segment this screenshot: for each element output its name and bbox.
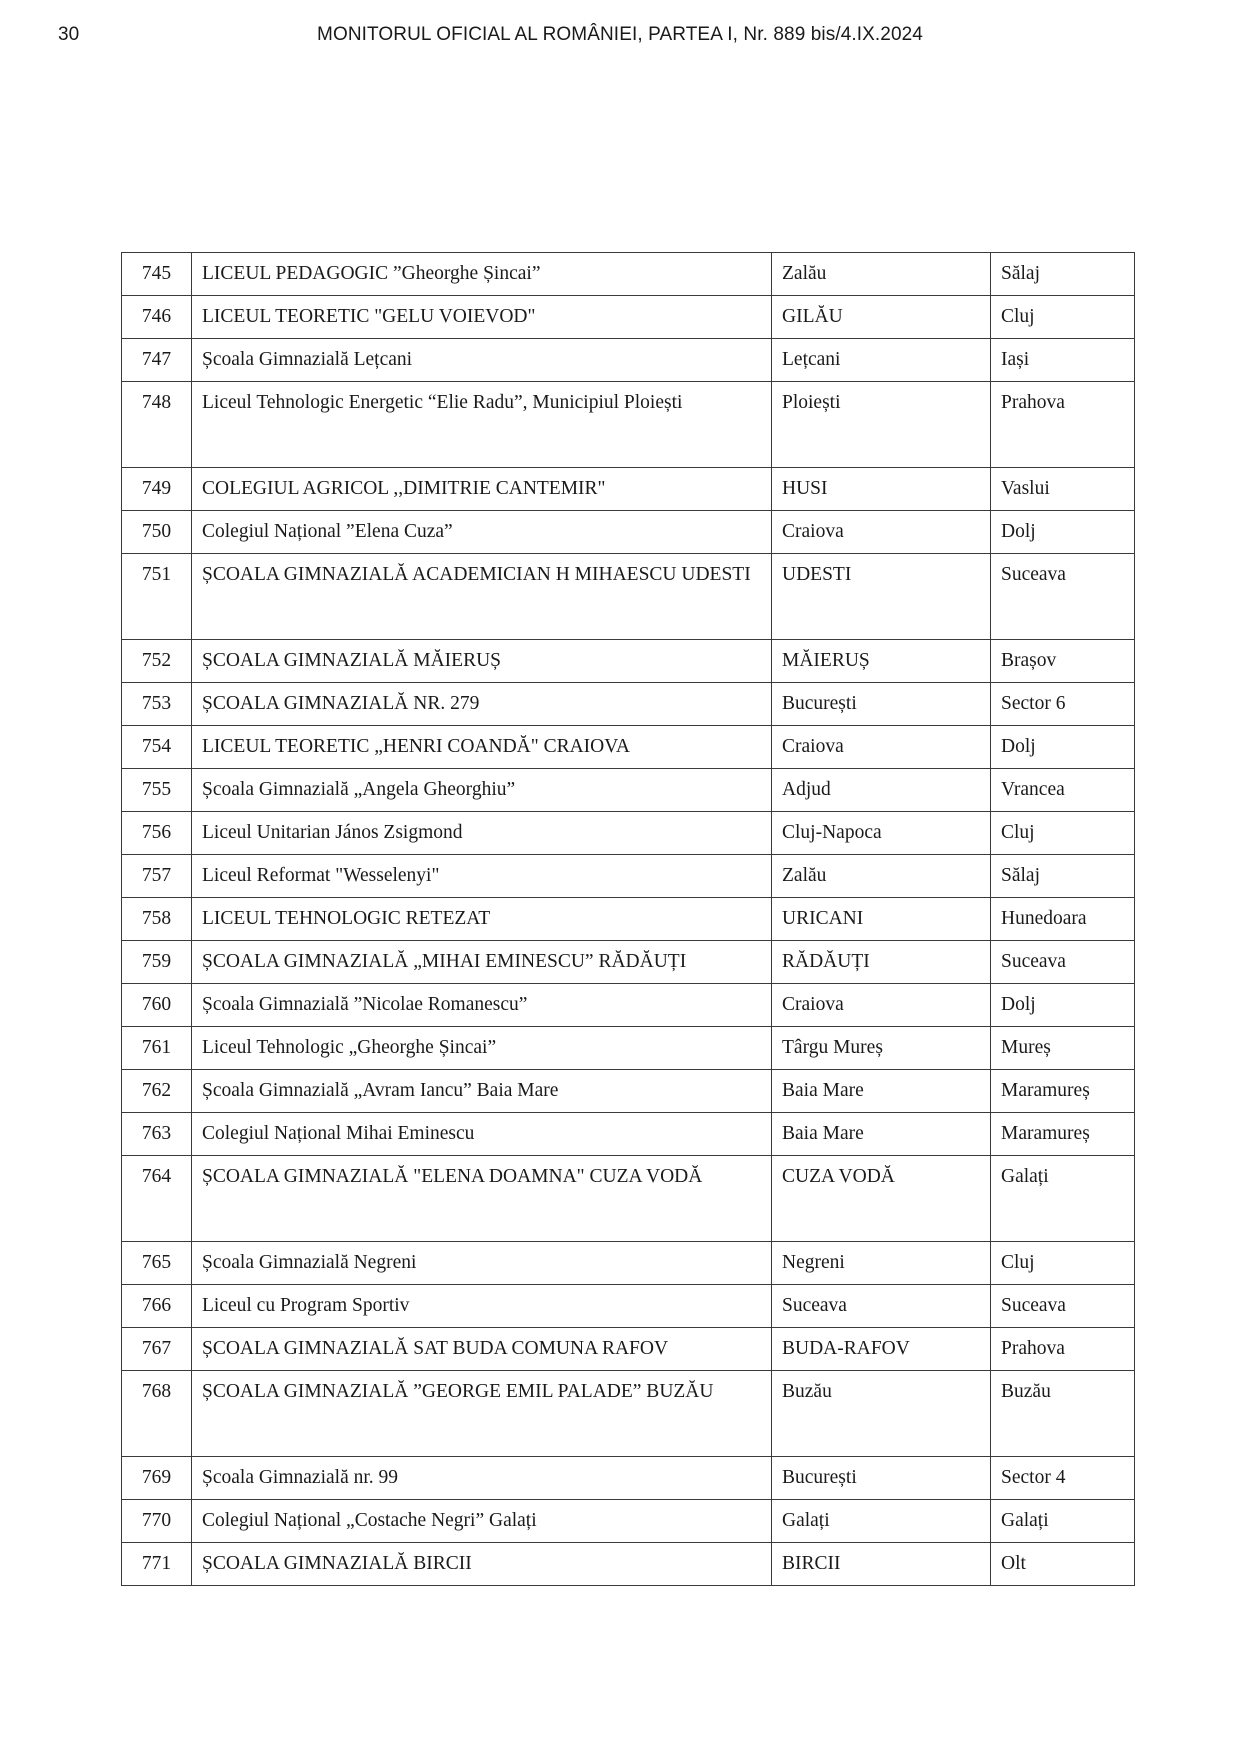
table-row (122, 468, 1135, 511)
school-name: ȘCOALA GIMNAZIALĂ NR. 279 (192, 683, 772, 726)
table-row (122, 812, 1135, 855)
school-name: Liceul Unitarian János Zsigmond (192, 812, 772, 855)
school-name: LICEUL PEDAGOGIC ”Gheorghe Șincai” (192, 253, 772, 296)
locality: Zalău (772, 253, 991, 296)
row-number: 754 (122, 726, 192, 769)
school-name: Școala Gimnazială „Angela Gheorghiu” (192, 769, 772, 812)
table-row (122, 1113, 1135, 1156)
school-name: Liceul cu Program Sportiv (192, 1285, 772, 1328)
school-name: Școala Gimnazială Negreni (192, 1242, 772, 1285)
row-number: 755 (122, 769, 192, 812)
row-number: 757 (122, 855, 192, 898)
schools-table (121, 252, 1135, 1586)
county: Sector 6 (991, 683, 1135, 726)
table-row (122, 296, 1135, 339)
table-row (122, 984, 1135, 1027)
county: Prahova (991, 1328, 1135, 1371)
county: Galați (991, 1500, 1135, 1543)
county: Brașov (991, 640, 1135, 683)
school-name: COLEGIUL AGRICOL ,,DIMITRIE CANTEMIR" (192, 468, 772, 511)
row-number: 746 (122, 296, 192, 339)
school-name: ȘCOALA GIMNAZIALĂ „MIHAI EMINESCU” RĂDĂUȚI (192, 941, 772, 984)
county: Maramureș (991, 1070, 1135, 1113)
school-name: ȘCOALA GIMNAZIALĂ SAT BUDA COMUNA RAFOV (192, 1328, 772, 1371)
school-name: LICEUL TEORETIC „HENRI COANDĂ" CRAIOVA (192, 726, 772, 769)
county: Galați (991, 1156, 1135, 1242)
table-row (122, 339, 1135, 382)
county: Maramureș (991, 1113, 1135, 1156)
county: Vrancea (991, 769, 1135, 812)
table-row (122, 1156, 1135, 1242)
row-number: 752 (122, 640, 192, 683)
school-name: Școala Gimnazială Lețcani (192, 339, 772, 382)
table-row (122, 683, 1135, 726)
school-name: Colegiul Național ”Elena Cuza” (192, 511, 772, 554)
locality: RĂDĂUȚI (772, 941, 991, 984)
school-name: ȘCOALA GIMNAZIALĂ MĂIERUȘ (192, 640, 772, 683)
county: Suceava (991, 554, 1135, 640)
locality: Adjud (772, 769, 991, 812)
page-number: 30 (58, 24, 80, 45)
school-name: Colegiul Național Mihai Eminescu (192, 1113, 772, 1156)
locality: Buzău (772, 1371, 991, 1457)
school-name: LICEUL TEHNOLOGIC RETEZAT (192, 898, 772, 941)
locality: Galați (772, 1500, 991, 1543)
row-number: 763 (122, 1113, 192, 1156)
table-row (122, 253, 1135, 296)
county: Hunedoara (991, 898, 1135, 941)
county: Sălaj (991, 855, 1135, 898)
county: Sălaj (991, 253, 1135, 296)
locality: MĂIERUȘ (772, 640, 991, 683)
county: Iași (991, 339, 1135, 382)
row-number: 748 (122, 382, 192, 468)
row-number: 745 (122, 253, 192, 296)
locality: Cluj-Napoca (772, 812, 991, 855)
row-number: 765 (122, 1242, 192, 1285)
row-number: 753 (122, 683, 192, 726)
row-number: 747 (122, 339, 192, 382)
locality: CUZA VODĂ (772, 1156, 991, 1242)
school-name: ȘCOALA GIMNAZIALĂ ”GEORGE EMIL PALADE” BUZĂU (192, 1371, 772, 1457)
locality: UDESTI (772, 554, 991, 640)
row-number: 750 (122, 511, 192, 554)
table-row (122, 1543, 1135, 1586)
locality: HUSI (772, 468, 991, 511)
row-number: 766 (122, 1285, 192, 1328)
county: Cluj (991, 812, 1135, 855)
county: Cluj (991, 296, 1135, 339)
table-row (122, 511, 1135, 554)
row-number: 759 (122, 941, 192, 984)
school-name: LICEUL TEORETIC "GELU VOIEVOD" (192, 296, 772, 339)
row-number: 749 (122, 468, 192, 511)
school-name: Liceul Reformat "Wesselenyi" (192, 855, 772, 898)
row-number: 770 (122, 1500, 192, 1543)
locality: București (772, 1457, 991, 1500)
table-row (122, 1285, 1135, 1328)
table-row (122, 382, 1135, 468)
locality: Craiova (772, 984, 991, 1027)
locality: Baia Mare (772, 1113, 991, 1156)
school-name: Școala Gimnazială ”Nicolae Romanescu” (192, 984, 772, 1027)
table-row (122, 1070, 1135, 1113)
county: Olt (991, 1543, 1135, 1586)
school-name: ȘCOALA GIMNAZIALĂ ACADEMICIAN H MIHAESCU UDESTI (192, 554, 772, 640)
row-number: 762 (122, 1070, 192, 1113)
row-number: 756 (122, 812, 192, 855)
county: Sector 4 (991, 1457, 1135, 1500)
county: Dolj (991, 726, 1135, 769)
school-name: Colegiul Național „Costache Negri” Galați (192, 1500, 772, 1543)
journal-header: MONITORUL OFICIAL AL ROMÂNIEI, PARTEA I, Nr. 889 bis/4.IX.2024 (317, 24, 923, 45)
locality: Craiova (772, 511, 991, 554)
locality: București (772, 683, 991, 726)
table-row (122, 726, 1135, 769)
county: Dolj (991, 984, 1135, 1027)
table-row (122, 855, 1135, 898)
row-number: 768 (122, 1371, 192, 1457)
school-name: ȘCOALA GIMNAZIALĂ BIRCII (192, 1543, 772, 1586)
locality: Lețcani (772, 339, 991, 382)
row-number: 764 (122, 1156, 192, 1242)
school-name: Școala Gimnazială nr. 99 (192, 1457, 772, 1500)
table-row (122, 554, 1135, 640)
row-number: 769 (122, 1457, 192, 1500)
locality: Craiova (772, 726, 991, 769)
row-number: 767 (122, 1328, 192, 1371)
table-row (122, 1027, 1135, 1070)
table-row (122, 1242, 1135, 1285)
row-number: 760 (122, 984, 192, 1027)
row-number: 761 (122, 1027, 192, 1070)
county: Buzău (991, 1371, 1135, 1457)
school-name: Școala Gimnazială „Avram Iancu” Baia Mare (192, 1070, 772, 1113)
county: Suceava (991, 941, 1135, 984)
locality: Târgu Mureș (772, 1027, 991, 1070)
locality: BIRCII (772, 1543, 991, 1586)
locality: Ploiești (772, 382, 991, 468)
school-name: Liceul Tehnologic Energetic “Elie Radu”, Municipiul Ploiești (192, 382, 772, 468)
locality: BUDA-RAFOV (772, 1328, 991, 1371)
county: Cluj (991, 1242, 1135, 1285)
locality: URICANI (772, 898, 991, 941)
row-number: 751 (122, 554, 192, 640)
county: Prahova (991, 382, 1135, 468)
row-number: 758 (122, 898, 192, 941)
locality: GILĂU (772, 296, 991, 339)
locality: Zalău (772, 855, 991, 898)
locality: Suceava (772, 1285, 991, 1328)
row-number: 771 (122, 1543, 192, 1586)
county: Vaslui (991, 468, 1135, 511)
table-row (122, 640, 1135, 683)
locality: Negreni (772, 1242, 991, 1285)
table-row (122, 769, 1135, 812)
table-row (122, 941, 1135, 984)
table-row (122, 1371, 1135, 1457)
school-name: ȘCOALA GIMNAZIALĂ "ELENA DOAMNA" CUZA VODĂ (192, 1156, 772, 1242)
locality: Baia Mare (772, 1070, 991, 1113)
table-row (122, 1500, 1135, 1543)
county: Mureș (991, 1027, 1135, 1070)
table-row (122, 1328, 1135, 1371)
table-row (122, 898, 1135, 941)
county: Dolj (991, 511, 1135, 554)
school-name: Liceul Tehnologic „Gheorghe Șincai” (192, 1027, 772, 1070)
county: Suceava (991, 1285, 1135, 1328)
table-row (122, 1457, 1135, 1500)
